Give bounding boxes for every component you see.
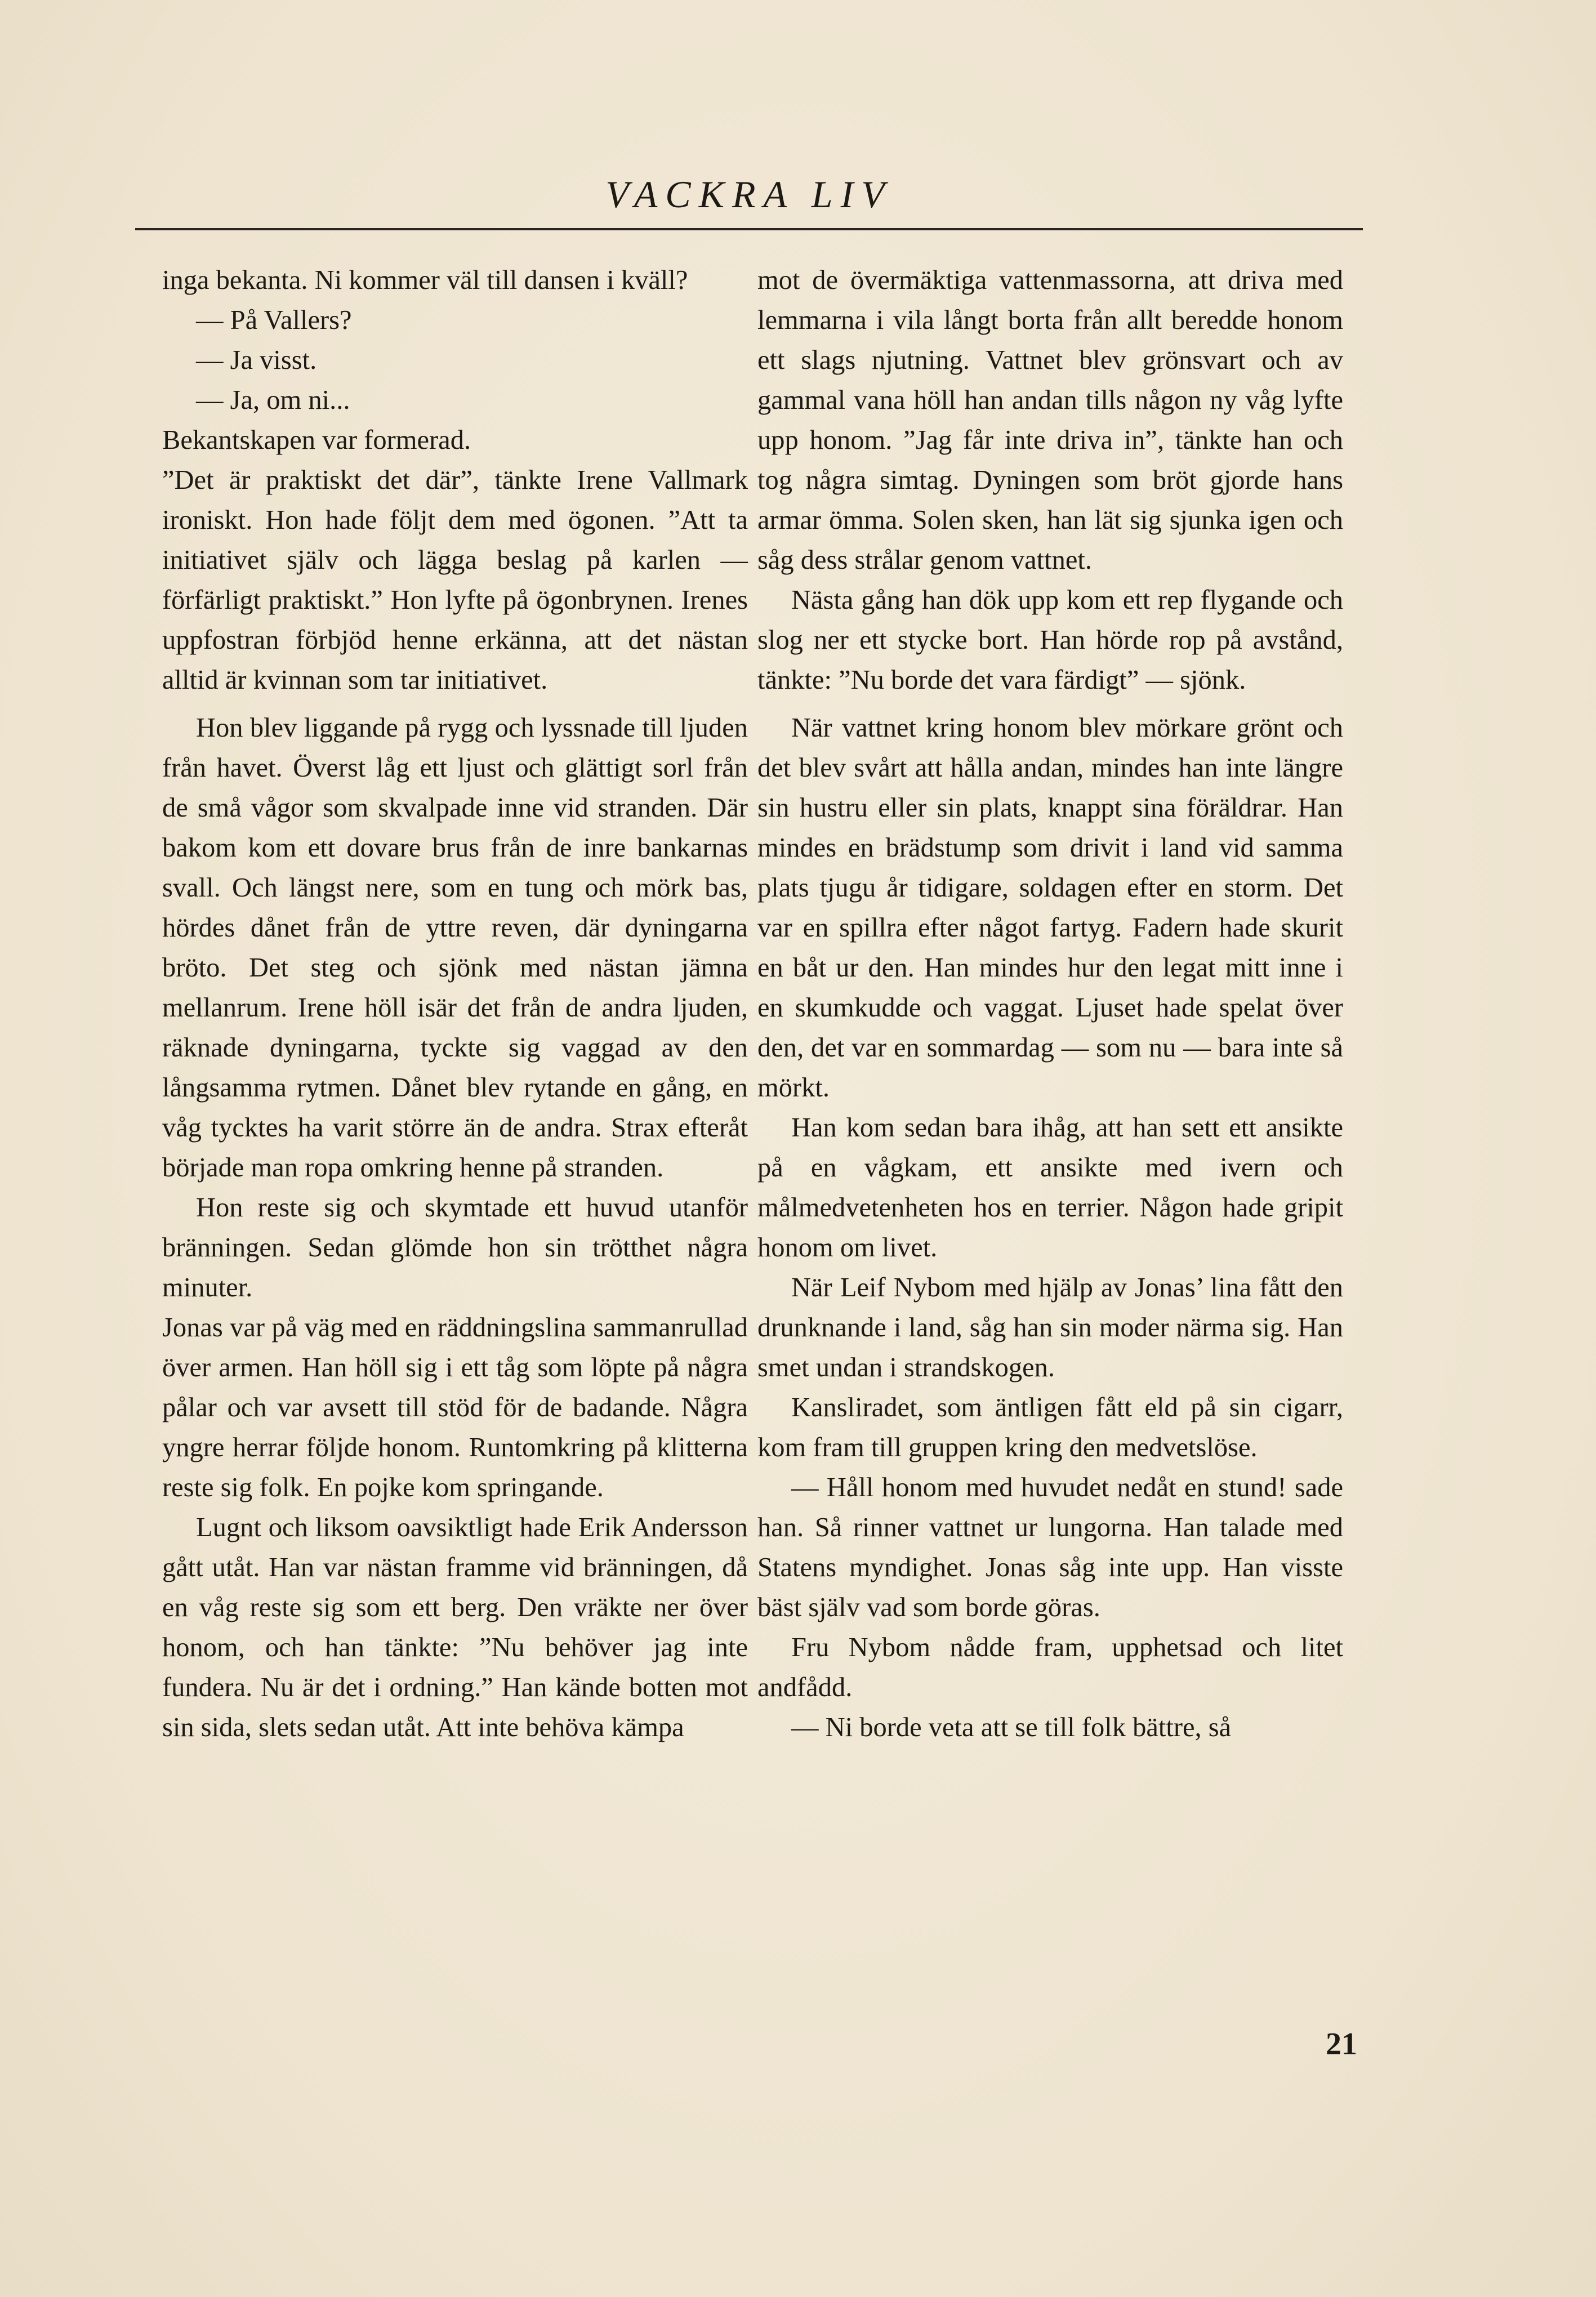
paragraph: ”Det är praktiskt det där”, tänkte Irene Vallmark ironiskt. Hon hade följt dem med ögonen. ”Att ta initiativet själv och lägga beslag på karlen — förfärligt praktiskt.” Hon lyfte på ögonbrynen. Irenes uppfostran förbjöd henne erkänna, att det nästan alltid är kvinnan som tar initiativet. [162, 465, 748, 695]
paragraph: Nästa gång han dök upp kom ett rep flygande och slog ner ett stycke bort. Han hörde rop på avstånd, tänkte: ”Nu borde det vara färdigt” — sjönk. [757, 585, 1343, 695]
paragraph: När Leif Nybom med hjälp av Jonas’ lina fått den drunknande i land, såg han sin moder närma sig. Han smet undan i strandskogen. [757, 1273, 1343, 1382]
paragraph: Lugnt och liksom oavsiktligt hade Erik Andersson gått utåt. Han var nästan framme vid bränningen, då en våg reste sig som ett berg. Den vräkte ner över honom, och han tänkte: ”Nu behöver jag inte fundera. Nu är det i ordning.” Han kände botten mot sin sida, slets sedan utåt. Att inte behöva kämpa [162, 1513, 748, 1742]
paragraph: Jonas var på väg med en räddningslina sammanrullad över armen. Han höll sig i ett tåg som löpte på några pålar och var avsett till stöd för de badande. Några yngre herrar följde honom. Runtomkring på klitterna reste sig folk. En pojke kom springande. [162, 1313, 748, 1502]
paragraph: Hon blev liggande på rygg och lyssnade till ljuden från havet. Överst låg ett ljust och glättigt sorl från de små vågor som skvalpade inne vid stranden. Där bakom kom ett dovare brus från de inre bankarnas svall. Och längst nere, som en tung och mörk bas, hördes dånet från de yttre reven, där dyningarna bröto. Det steg och sjönk med nästan jämna mellanrum. Irene höll isär det från de andra ljuden, räknade dyningarna, tyckte sig vaggad av den långsamma rytmen. Dånet blev rytande en gång, en våg tycktes ha varit större än de andra. Strax efteråt började man ropa omkring henne på stranden. [162, 713, 748, 1183]
paragraph: — Ja visst. [196, 345, 317, 375]
paragraph: Bekantskapen var formerad. [162, 425, 471, 455]
page-number: 21 [1326, 2027, 1357, 2062]
paragraph: När vattnet kring honom blev mörkare grönt och det blev svårt att hålla andan, mindes han inte längre sin hustru eller sin plats, knappt sina föräldrar. Han mindes en brädstump som drivit i land vid samma plats tjugu år tidigare, soldagen efter en storm. Det var en spillra efter något fartyg. Fadern hade skurit en båt ur den. Han mindes hur den legat mitt inne i en skumkudde och vaggat. Ljuset hade spelat över den, det var en sommardag — som nu — bara inte så mörkt. [757, 713, 1343, 1103]
paragraph: Han kom sedan bara ihåg, att han sett ett ansikte på en vågkam, ett ansikte med ivern och målmedvetenheten hos en terrier. Någon hade gripit honom om livet. [757, 1113, 1343, 1263]
paragraph: Kansliradet, som äntligen fått eld på sin cigarr, kom fram till gruppen kring den medvetslöse. [757, 1393, 1343, 1462]
paragraph: — Håll honom med huvudet nedåt en stund! sade han. Så rinner vattnet ur lungorna. Han talade med Statens myndighet. Jonas såg inte upp. Han visste bäst själv vad som borde göras. [757, 1473, 1343, 1622]
page-header [135, 169, 1363, 220]
paragraph: — Ja, om ni... [196, 385, 350, 415]
left-column [162, 260, 748, 1747]
paragraph: Hon reste sig och skymtade ett huvud utanför bränningen. Sedan glömde hon sin trötthet några minuter. [162, 1193, 748, 1303]
header-rule [135, 228, 1363, 230]
running-title: VACKRA LIV [605, 173, 893, 216]
paragraph: Fru Nybom nådde fram, upphetsad och litet andfådd. [757, 1633, 1343, 1702]
paragraph: — På Vallers? [196, 305, 352, 335]
paragraph: inga bekanta. Ni kommer väl till dansen i kväll? [162, 265, 688, 295]
right-column [757, 260, 1343, 1747]
paragraph: mot de övermäktiga vattenmassorna, att driva med lemmarna i vila långt borta från allt beredde honom ett slags njutning. Vattnet blev grönsvart och av gammal vana höll han andan tills någon ny våg lyfte upp honom. ”Jag får inte driva in”, tänkte han och tog några simtag. Dyningen som bröt gjorde hans armar ömma. Solen sken, han lät sig sjunka igen och såg dess strålar genom vattnet. [757, 265, 1343, 575]
paragraph: — Ni borde veta att se till folk bättre, så [791, 1712, 1232, 1742]
